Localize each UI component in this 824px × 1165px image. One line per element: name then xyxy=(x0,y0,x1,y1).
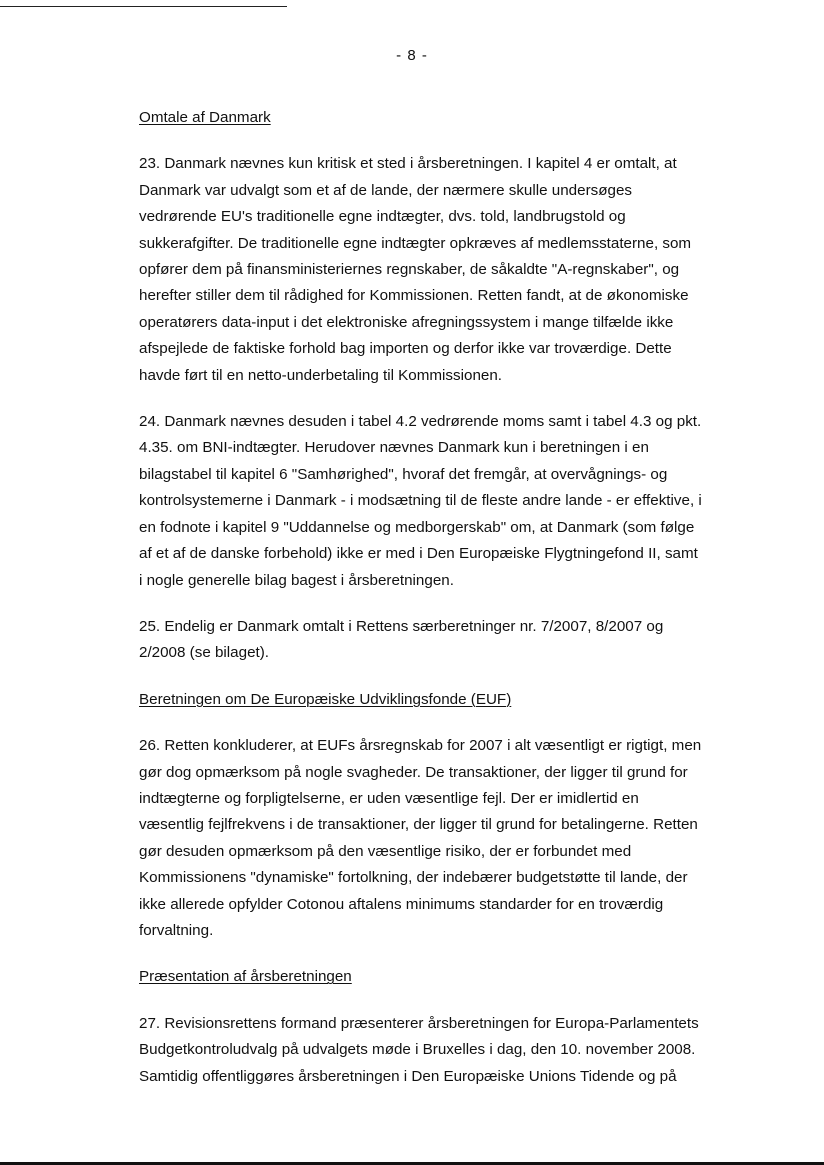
top-rule xyxy=(0,6,287,7)
paragraph-26: 26. Retten konkluderer, at EUFs årsregnskab for 2007 i alt væsentligt er rigtigt, men gør dog opmærksom på nogle svagheder. De transaktioner, der ligger til grund for indtægterne og forpligtelserne, er uden væsentlige fejl. Der er imidlertid en væsentlig fejlfrekvens i de transaktioner, der ligger til grund for betalingerne. Retten gør desuden opmærksom på den væsentlige risiko, der er forbundet med Kommissionens "dynamiske" fortolkning, der indebærer budgetstøtte til lande, der ikke allerede opfylder Cotonou aftalens minimums standarder for en troværdig forvaltning. xyxy=(139,737,702,939)
document-body xyxy=(139,105,704,1090)
paragraph-23: 23. Danmark nævnes kun kritisk et sted i årsberetningen. I kapitel 4 er omtalt, at Danmark var udvalgt som et af de lande, der nærmere skulle undersøges vedrørende EU's traditionelle egne indtægter, dvs. told, landbrugstold og sukkerafgifter. De traditionelle egne indtægter opkræves af medlemsstaterne, som opfører dem på finansministeriernes regnskaber, de såkaldte "A-regnskaber", og herefter stiller dem til rådighed for Kommissionen. Retten fandt, at de økonomiske operatørers data-input i det elektroniske afregningssystem i mange tilfælde ikke afspejlede de faktiske forhold bag importen og derfor ikke var troværdige. Dette havde ført til en netto-underbetaling til Kommissionen. xyxy=(139,155,692,384)
page-number: - 8 - xyxy=(396,47,428,64)
paragraph-27: 27. Revisionsrettens formand præsenterer årsberetningen for Europa-Parlamentets Budgetkontroludvalg på udvalgets møde i Bruxelles i dag, den 10. november 2008. Samtidig offentliggøres årsberetningen i Den Europæiske Unions Tidende og på xyxy=(139,1014,699,1085)
paragraph-25: 25. Endelig er Danmark omtalt i Rettens særberetninger nr. 7/2007, 8/2007 og 2/2008 (se bilaget). xyxy=(139,617,664,662)
section-heading-omtale-af-danmark: Omtale af Danmark xyxy=(139,109,271,126)
paragraph-24: 24. Danmark nævnes desuden i tabel 4.2 vedrørende moms samt i tabel 4.3 og pkt. 4.35. om BNI-indtægter. Herudover nævnes Danmark kun i beretningen i en bilagstabel til kapitel 6 "Samhørighed", hvoraf det fremgår, at overvågnings- og kontrolsystemerne i Danmark - i modsætning til de fleste andre lande - er effektive, i en fodnote i kapitel 9 "Uddannelse og medborgerskab" om, at Danmark (som følge af et af de danske forbehold) ikke er med i Den Europæiske Flygtningefond II, samt i nogle generelle bilag bagest i årsberetningen. xyxy=(139,413,702,589)
section-heading-euf: Beretningen om De Europæiske Udviklingsfonde (EUF) xyxy=(139,690,512,708)
section-heading-praesentation: Præsentation af årsberetningen xyxy=(139,968,352,986)
